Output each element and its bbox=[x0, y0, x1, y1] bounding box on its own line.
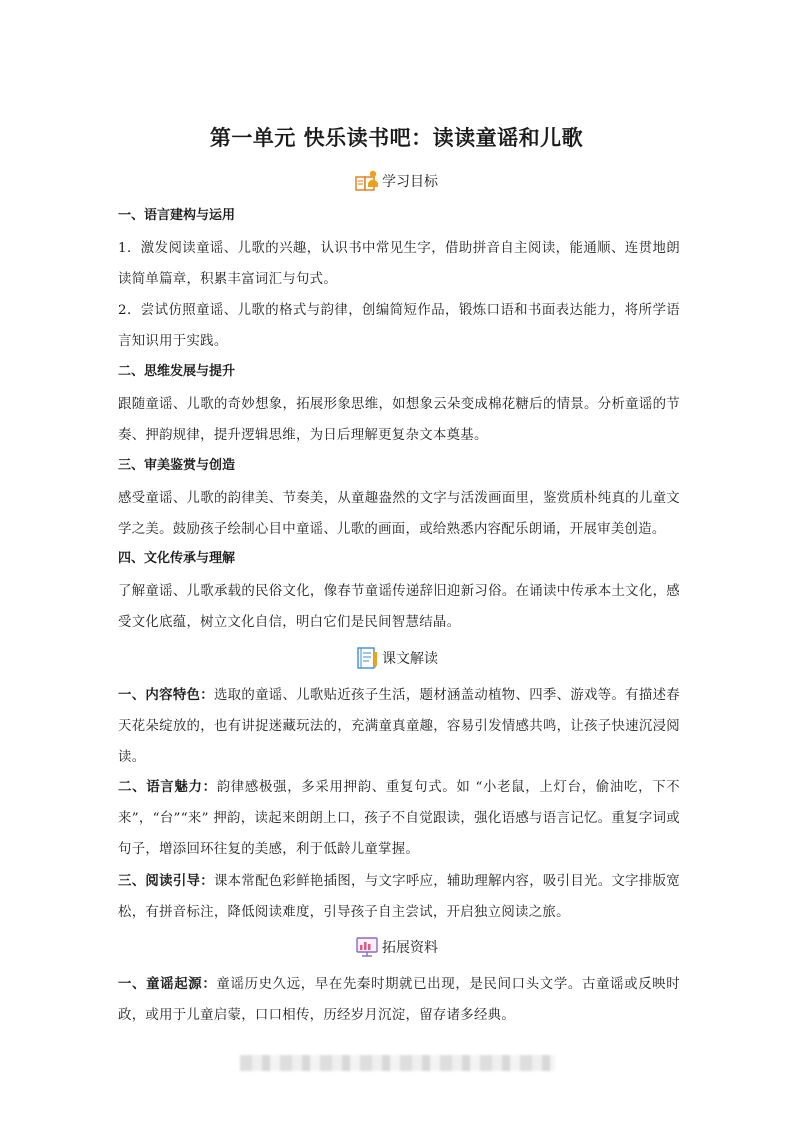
item-text: 选取的童谣、儿歌贴近孩子生活，题材涵盖动植物、四季、游戏等。有描述春天花朵绽放的，也有讲捉迷藏玩法的，充满童真童趣，容易引发情感共鸣，让孩子快速沉浸阅读。 bbox=[118, 688, 680, 765]
item-text: 课本常配色彩鲜艳插图，与文字呼应，辅助理解内容，吸引目光。文字排版宽松，有拼音标注，降低阅读难度，引导孩子自主尝试，开启独立阅读之旅。 bbox=[118, 874, 680, 920]
reading-person-icon bbox=[355, 169, 379, 193]
part-heading: 三、审美鉴赏与创造 bbox=[118, 458, 236, 473]
interpretation-item-1 bbox=[118, 680, 680, 773]
section-header-label: 学习目标 bbox=[382, 174, 438, 190]
item-lead: 三、阅读引导： bbox=[118, 874, 214, 889]
section-header-interpretation bbox=[0, 645, 793, 671]
page-title: 第一单元 快乐读书吧：读读童谣和儿歌 bbox=[209, 126, 584, 150]
paragraph: 1．激发阅读童谣、儿歌的兴趣，认识书中常见生字，借助拼音自主阅读，能通顺、连贯地朗读简单篇章，积累丰富词汇与句式。 bbox=[118, 241, 680, 287]
notebook-pencil-icon bbox=[355, 646, 379, 670]
paragraph bbox=[118, 969, 680, 1031]
goals-part-4 bbox=[118, 549, 680, 638]
paragraph bbox=[118, 866, 680, 928]
interpretation-item-2 bbox=[118, 772, 680, 865]
goals-part-1 bbox=[118, 206, 680, 357]
section-header-label: 拓展资料 bbox=[382, 940, 438, 956]
goals-part-3 bbox=[118, 456, 680, 545]
item-lead: 二、语言魅力： bbox=[118, 780, 217, 795]
paragraph bbox=[118, 772, 680, 865]
item-text: 韵律感极强，多采用押韵、重复句式。如 “小老鼠，上灯台，偷油吃，下不来”，“台”“来” 押韵，读起来朗朗上口，孩子不自觉跟读，强化语感与语言记忆。重复字词或句子，增添回环往复的美感，利于低龄儿童掌握。 bbox=[118, 780, 680, 857]
item-text: 童谣历史久远，早在先秦时期就已出现，是民间口头文学。古童谣或反映时政，或用于儿童启蒙，口口相传，历经岁月沉淀，留存诸多经典。 bbox=[118, 977, 680, 1023]
paragraph bbox=[118, 680, 680, 773]
paragraph: 了解童谣、儿歌承载的民俗文化，像春节童谣传递辞旧迎新习俗。在诵读中传承本土文化，感受文化底蕴，树立文化自信，明白它们是民间智慧结晶。 bbox=[118, 584, 680, 630]
part-heading: 一、语言建构与运用 bbox=[118, 208, 236, 223]
blurred-footer-watermark bbox=[240, 1055, 555, 1071]
item-lead: 一、童谣起源： bbox=[118, 977, 217, 992]
part-heading: 二、思维发展与提升 bbox=[118, 364, 236, 379]
monitor-chart-icon bbox=[355, 935, 379, 959]
paragraph: 跟随童谣、儿歌的奇妙想象，拓展形象思维，如想象云朵变成棉花糖后的情景。分析童谣的节奏、押韵规律，提升逻辑思维，为日后理解更复杂文本奠基。 bbox=[118, 397, 680, 443]
item-lead: 一、内容特色： bbox=[118, 688, 214, 703]
section-header-goals bbox=[0, 168, 793, 194]
section-header-label: 课文解读 bbox=[382, 651, 438, 667]
goals-part-2 bbox=[118, 362, 680, 451]
paragraph: 感受童谣、儿歌的韵律美、节奏美，从童趣盎然的文字与活泼画面里，鉴赏质朴纯真的儿童文学之美。鼓励孩子绘制心目中童谣、儿歌的画面，或给熟悉内容配乐朗诵，开展审美创造。 bbox=[118, 491, 680, 537]
interpretation-item-3 bbox=[118, 866, 680, 928]
section-header-extension bbox=[0, 934, 793, 960]
paragraph: 2．尝试仿照童谣、儿歌的格式与韵律，创编简短作品，锻炼口语和书面表达能力，将所学语言知识用于实践。 bbox=[118, 303, 680, 349]
extension-item-1 bbox=[118, 969, 680, 1031]
part-heading: 四、文化传承与理解 bbox=[118, 551, 236, 566]
